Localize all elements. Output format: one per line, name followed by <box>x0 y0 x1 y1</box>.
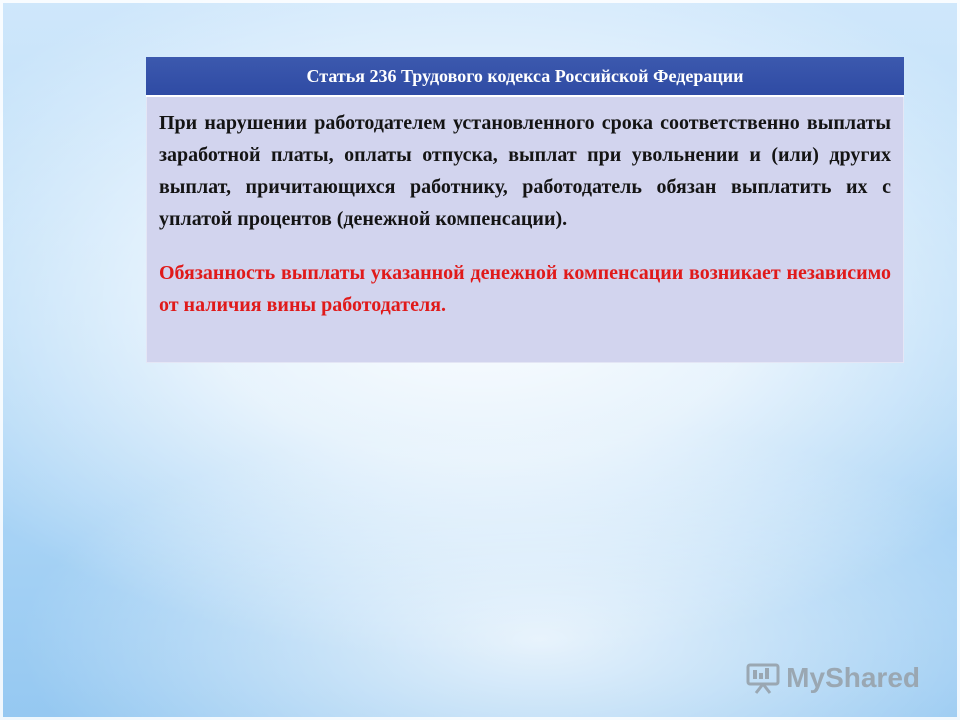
watermark-text: MyShared <box>786 662 920 693</box>
watermark-logo <box>746 662 920 694</box>
article-panel <box>146 57 904 363</box>
main-paragraph: При нарушении работодателем установленного срока соответственно выплаты заработной платы, оплаты отпуска, выплат при увольнении и (или) других выплат, причитающихся работнику, работодатель обязан выплатить их с уплатой процентов (денежной компенсации). <box>159 112 891 230</box>
panel-title: Статья 236 Трудового кодекса Российской Федерации <box>146 57 904 97</box>
highlight-paragraph: Обязанность выплаты указанной денежной компенсации возникает независимо от наличия вины работодателя. <box>159 262 891 316</box>
panel-body <box>146 97 904 363</box>
presentation-board-icon <box>746 662 780 694</box>
